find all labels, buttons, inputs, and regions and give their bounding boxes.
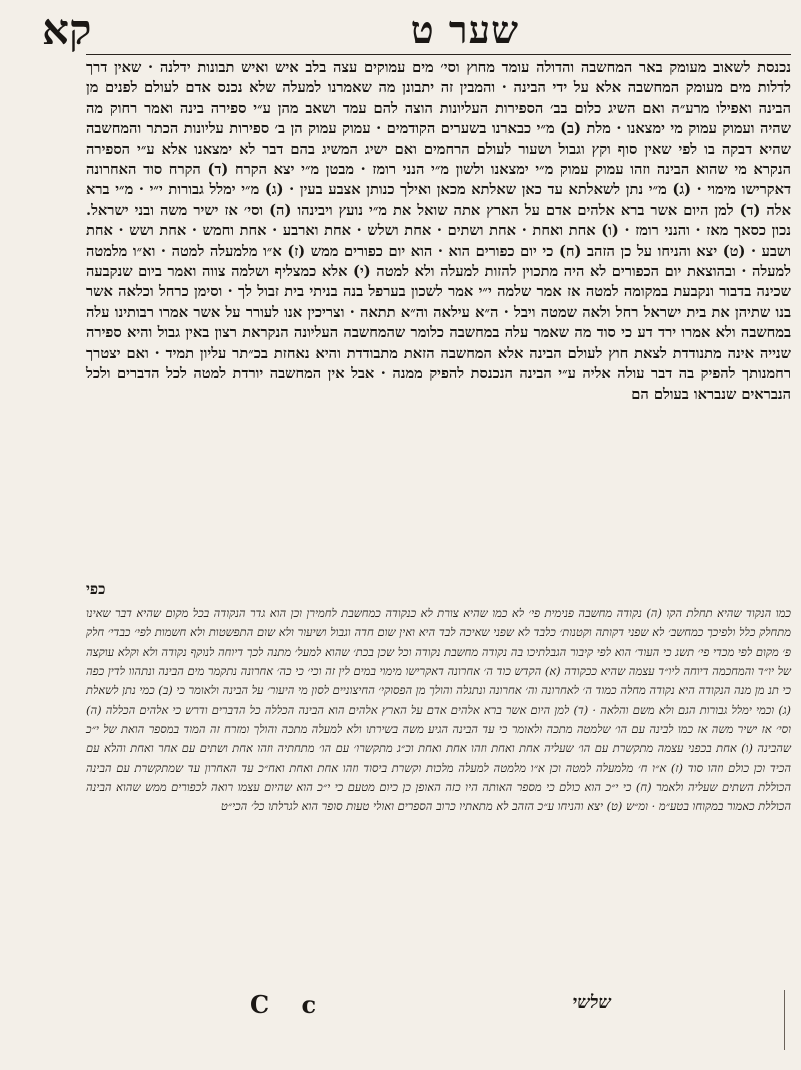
signature-mark: C c [250, 990, 329, 1019]
footer-catchword: שלשי [572, 992, 611, 1013]
commentary-block [86, 604, 791, 817]
header-rule [86, 54, 791, 55]
main-paragraph: נכנסת לשאוב מעומק באר המחשבה והדולה עומד מחוץ וסי׳ מים עמוקים עצה בלב איש ואיש תבונות ידלנה · שאין דרך לדלות מים מעומק המחשבה אלא על ידי הבינה · והמבין זה יתבונן מה שאמרנו למעלה שלא נכנס אדם לעולם לפנים מן הבינה ואפילו מרע״ה ואם השיג כלום בב׳ הספירות העליונות הוצה להם עמד ושאב מהן ע״י ספירה בינה ואמר רחוק מה שהיה ועמוק עמוק מי ימצאנו · מלת (ב) מ״י כבארנו בשערים הקודמים · עמוק עמוק הן ב׳ ספירות עליונות הכתר והמחשבה שהיא דבקה בו לפי שאין סוף וקץ וגבול ושעור לעולם הרחמים ואם ישיג המשיג בהם דבר לא ימצאנו אלא ע״י הספירה הנקרא מי שהוא הבינה וזהו עמוק עמוק מ״י ימצאנו ולשון מ״י הנני רומז · מבטן מ״י יצא הקרח (ד) הקרח סוד האחרונה דאקרישו מימוי · (ג) מ״י נתן לשאלתא עד כאן שאלתא מכאן ואילך כנותן אצבע בעין · (ג) מ״י ימלל גבורות י״י · מ״י ברא אלה (ד) למן היום אשר ברא אלהים אדם על הארץ אתה שואל את מ״י נועץ ויבינהו (ה) וסי׳ אז ישיר משה ובני ישראל. נכון כסאך מאז · והנני רומז · (ו) אחת ואחת · אחת ושתים · אחת ושלש · אחת וארבע · אחת וחמש · אחת ושש · אחת ושבע · (ט) יצא והניחו על כן הזהב (ח) כי יום כפורים הוא · הוא יום כפורים ממש (ז) א״ו מלמעלה למטה · וא״ו מלמטה למעלה · ובהוצאת יום הכפורים לא היה מתכוין להזות למעלה ולא למטה (י) אלא כמצליף ושלמה צווה ואמר ביום שנקבעה שכינה בדבור ונקבעת במקומה למטה אז אמר שלמה י״י אמר לשכון בערפל בנה בניתי בית זבול לך · וסימן כרחל וכלאה אשר בנו שתיהן את בית ישראל רחל ולאה שמטה ויבל · ה״א עילאה וה״א תתאה · וצריכין אנו לעורר על אשר אמרו רבותינו עלה במחשבה ולא אמרו ירד דע כי סוד מה שאמר עלה במחשבה כלומר שהמחשבה העליונה הנקראת רצון באין גבול והיא ספירה שנייה אינה מתנודדת לצאת חוץ לעולם הבינה אלא המחשבה הזאת מתבודדת והיא נאחזת בכ״תר עליון תמיד · ואם יצטרך רחמנותך להפיק בה דבר עולה אליה ע״י הבינה הנכנסת להפיק ממנה · אבל אין המחשבה יורדת למטה לכל הדברים ולכל הנבראים שנבראו בעולם הם [86, 59, 791, 403]
folio-number: קא [42, 5, 92, 54]
page-footer [150, 990, 611, 1020]
running-title: שער ט [410, 7, 519, 52]
page-edge-mark [784, 990, 793, 1050]
main-catchword: כפי [86, 580, 106, 598]
main-text-block [86, 58, 791, 405]
commentary-paragraph: כמו הנקוד שהיא תחלת הקו (ה) נקודה מחשבה פנימית פי׳ לא כמו שהיא צורת לא כנקודה כמחשבת לחמירן וכן הוא גדר הנקודה בכל מקום שהיא דבר שאינו מתחלק כלל ולפיכך כמחשב׳ לא שפני דקותה וקטנות׳ כלבד לא שפני שאיכה לבד היא ואין שום חדה וגבול ושיעור ולא שום התפשטות ולא חשמות לפי׳ כבדי׳ חלק פ׳ מקום לפי מכדי פי׳ תשג כי העוד׳ הוא לפי קיבור הגבלתיכו בה נקודה מחשבת נקודה וכל שכן בכת׳ שהוא למעל׳ מתנה לכך דיוחה לנוקף נקודה ולא וקלא עוקצה של יו״ד והמחכמה דיוחה ליו״ד עצמה שהיא ככקודה (א) הקדש כוד ה׳ אחרונה דאקרישו מימוי במים לין זה וכי׳ כי כה׳ אחרונה נתקמר מים הבינה ונתהוו לדין כפה כי תנ מן מנה הנקודה היא נקודה מחלה כמוד ה׳ לאחרונה וה׳ אחרונה ונתגלה והולך מן הפסוקי׳ החיצוניים לסון מי היעור׳ על הבינה ולאומר כי (ב) כמי נתן לשאלת (ג) וכמי ימלל גבורות הגם ולא משם והלאה · (ד) למן היום אשר ברא אלהים אדם על הארץ אלהים הוא הבינה הכללה כל הדברים ודרש כי אלהים הכללה (ה) וסי׳ אז ישיר משה אז כמו לבינה עם הו׳ שלמטה מתכה ולאומר כי עד הבינה הגיע משה בשירתו ולא למעלה מתכה והולך ומזרח זה המוד במספר הואת של י״כ שהבינה (ו) אחת בכפני עצמה מתקשרת עם הו׳ שעליה אחת ואחת וזהו אחת ואחת וכ״ג מתקשרו׳ עם הו׳ מתחתיה וזהו אחת ושתים עם אחר ואחת והלא עם הכיד וכן כולם וזהו סוד (ז) א״ו ח׳ מלמעלה למטה וכן א״ו מלמטה למעלה מלכות וקשרת ביסוד וזהו אחת ואחת ואח״כ עד האחרון עד שמתקשרת עם הבינה הכוללת השתים שעליה ולאמר (ח) כי י״כ הוא כולם כי מספר האותה היו כזה האופן כן כיום מטעם כי י״כ הוא שהיום עצמו רואה לכפורים ממש שהוא הבינה הכוללת כאמור במקוחו בטע״מ · ומ״ש (ט) יצא והניחו ע״כ הזהב לא מתאתיו כרוב הספרים ואולי טעות סופר הוא לגרלתו כל׳ הכי״ט [86, 606, 791, 814]
page-header [42, 5, 709, 54]
